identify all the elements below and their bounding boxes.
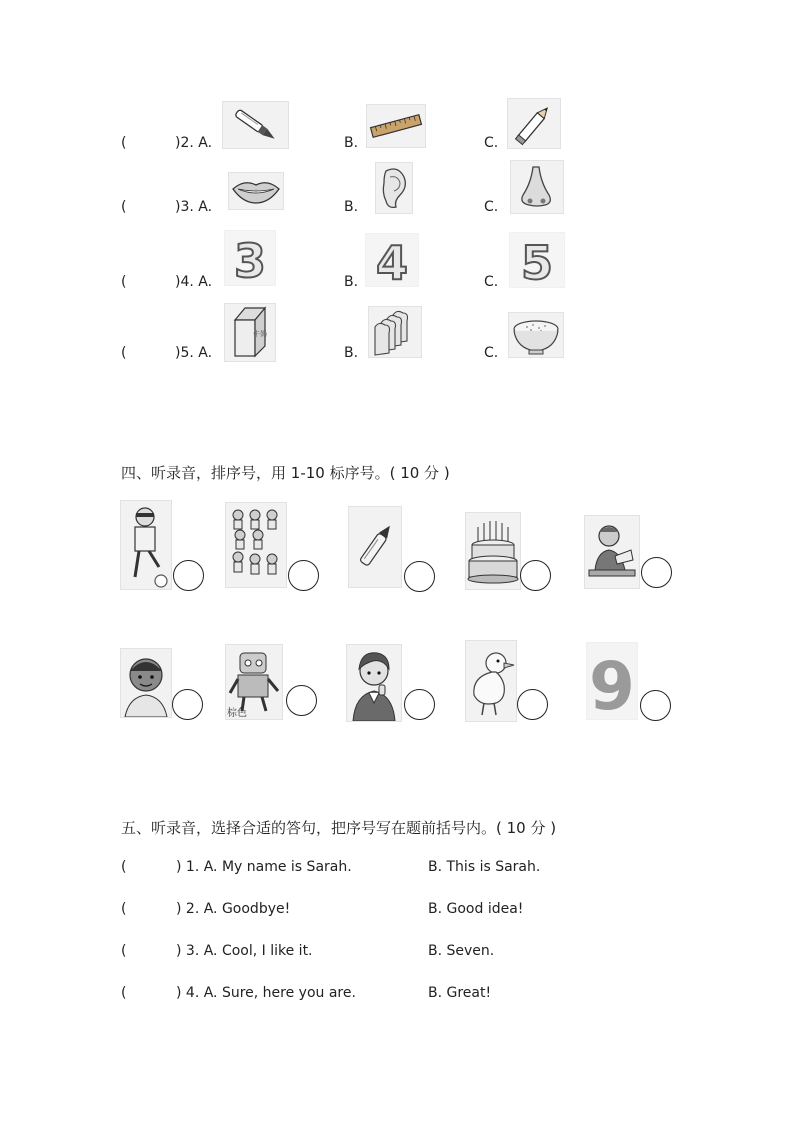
number-4-icon <box>365 233 419 287</box>
ruler-icon <box>366 104 426 148</box>
question-number: )2. A. <box>175 135 213 151</box>
svg-text:4: 4 <box>375 236 409 286</box>
order-circle[interactable] <box>288 560 319 591</box>
svg-text:牛奶: 牛奶 <box>253 330 267 338</box>
question-option-a: ) 2. A. Goodbye! <box>176 901 291 917</box>
monkeys-icon <box>225 502 287 588</box>
option-b-label: B. <box>344 274 359 290</box>
question-option-a: ) 1. A. My name is Sarah. <box>176 859 352 875</box>
svg-text:9: 9 <box>589 648 635 719</box>
ear-icon <box>375 162 413 214</box>
option-c-label: C. <box>484 345 499 361</box>
duck-icon <box>465 640 517 722</box>
number-3-icon <box>224 230 276 286</box>
boy-face-icon <box>120 648 172 718</box>
answer-paren: ( <box>121 199 127 215</box>
question-number: )3. A. <box>175 199 213 215</box>
answer-paren: ( <box>121 345 127 361</box>
answer-paren: ( <box>121 274 127 290</box>
section-4-title: 四、听录音，排序号，用 1-10 标序号。( 10 分 ) <box>121 464 450 482</box>
brown-robot-icon <box>225 644 283 720</box>
answer-paren: ( <box>121 943 127 959</box>
option-b-label: B. <box>344 345 359 361</box>
boy-thinking-icon <box>346 644 402 722</box>
option-c-label: C. <box>484 274 499 290</box>
fountain-pen-icon <box>222 101 289 149</box>
option-b-label: B. Good idea! <box>428 901 524 917</box>
bread-icon <box>368 306 422 358</box>
pencil-icon <box>507 98 561 149</box>
nose-icon <box>510 160 564 214</box>
order-circle[interactable] <box>404 561 435 592</box>
number-5-icon <box>509 232 565 288</box>
question-number: )4. A. <box>175 274 213 290</box>
option-b-label: B. <box>344 199 359 215</box>
option-b-label: B. <box>344 135 359 151</box>
option-c-label: C. <box>484 199 499 215</box>
answer-paren: ( <box>121 901 127 917</box>
section-5-title: 五、听录音，选择合适的答句，把序号写在题前括号内。( 10 分 ) <box>121 819 557 837</box>
question-option-a: ) 4. A. Sure, here you are. <box>176 985 356 1001</box>
option-b-label: B. Great! <box>428 985 492 1001</box>
option-b-label: B. Seven. <box>428 943 495 959</box>
option-c-label: C. <box>484 135 499 151</box>
answer-paren: ( <box>121 135 127 151</box>
order-circle[interactable] <box>517 689 548 720</box>
number-9-icon <box>586 642 638 720</box>
boy-at-desk-icon <box>584 515 640 589</box>
question-number: )5. A. <box>175 345 213 361</box>
answer-paren: ( <box>121 985 127 1001</box>
fountain-pen-icon <box>348 506 402 588</box>
milk-carton-icon <box>224 303 276 362</box>
mouth-icon <box>228 172 284 210</box>
svg-text:5: 5 <box>520 236 554 287</box>
kicking-boy-icon <box>120 500 172 590</box>
order-circle[interactable] <box>286 685 317 716</box>
order-circle[interactable] <box>520 560 551 591</box>
birthday-cake-icon <box>465 512 521 590</box>
order-circle[interactable] <box>640 690 671 721</box>
answer-paren: ( <box>121 859 127 875</box>
question-option-a: ) 3. A. Cool, I like it. <box>176 943 313 959</box>
order-circle[interactable] <box>404 689 435 720</box>
order-circle[interactable] <box>172 689 203 720</box>
order-circle[interactable] <box>173 560 204 591</box>
option-b-label: B. This is Sarah. <box>428 859 541 875</box>
svg-text:3: 3 <box>233 234 267 285</box>
rice-bowl-icon <box>508 312 564 358</box>
brown-label: 棕色 <box>227 708 247 719</box>
order-circle[interactable] <box>641 557 672 588</box>
